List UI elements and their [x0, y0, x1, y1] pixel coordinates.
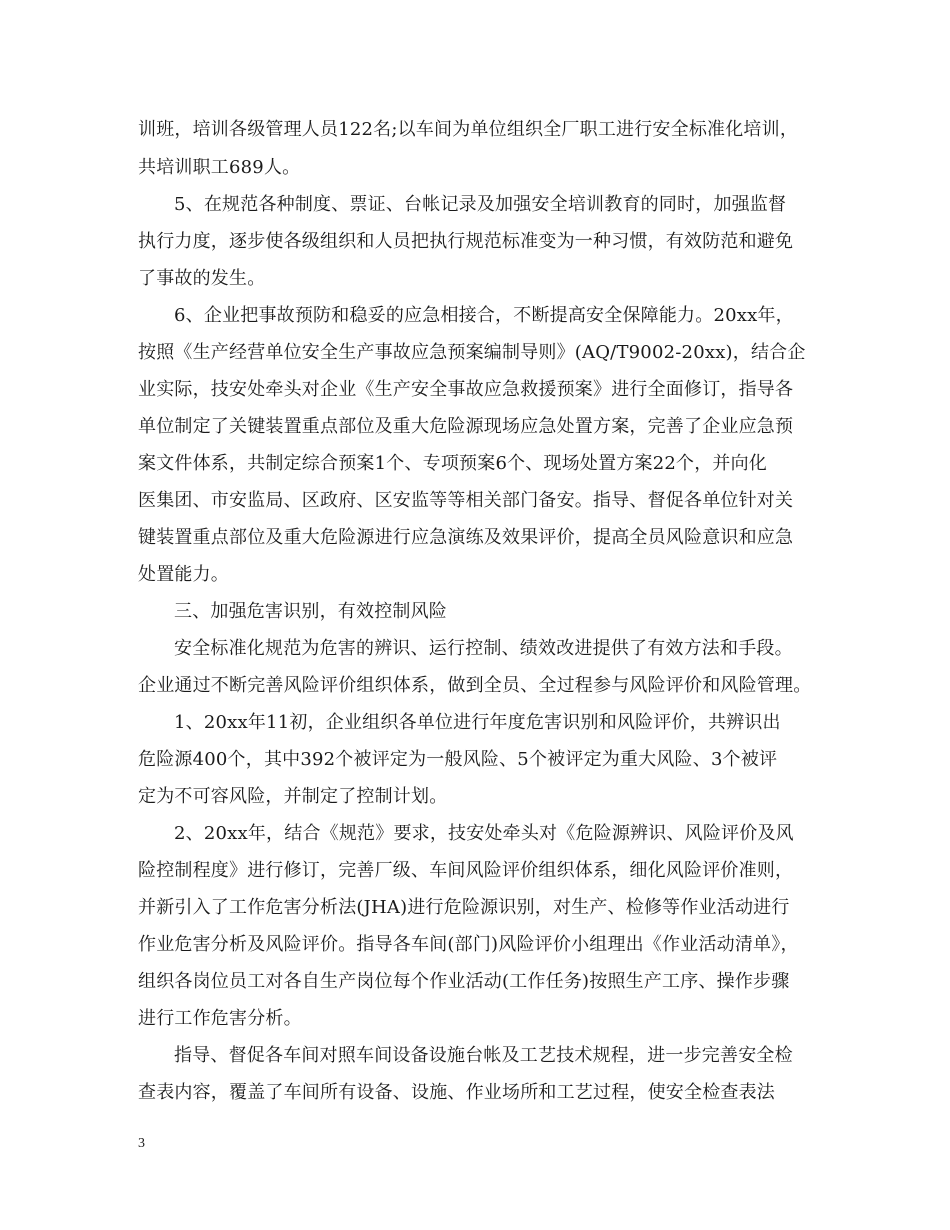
text-line: 危险源400个，其中392个被评定为一般风险、5个被评定为重大风险、3个被评 — [138, 749, 778, 770]
section-heading: 三、加强危害识别，有效控制风险 — [174, 601, 447, 622]
text-line: 企业通过不断完善风险评价组织体系，做到全员、全过程参与风险评价和风险管理。 — [138, 675, 812, 696]
text-line: 处置能力。 — [138, 564, 229, 585]
page-number: 3 — [138, 1136, 145, 1151]
text-line: 单位制定了关键装置重点部位及重大危险源现场应急处置方案，完善了企业应急预 — [138, 416, 794, 437]
text-line: 并新引入了工作危害分析法(JHA)进行危险源识别，对生产、检修等作业活动进行 — [138, 897, 790, 918]
text-line: 2、20xx年，结合《规范》要求，技安处牵头对《危险源辨识、风险评价及风 — [174, 823, 794, 844]
text-line: 了事故的发生。 — [138, 268, 266, 289]
text-line: 执行力度，逐步使各级组织和人员把执行规范标准变为一种习惯，有效防范和避免 — [138, 231, 794, 252]
text-line: 共培训职工689人。 — [138, 157, 301, 178]
text-line: 1、20xx年11初，企业组织各单位进行年度危害识别和风险评价，共辨识出 — [174, 712, 781, 733]
text-line: 按照《生产经营单位安全生产事故应急预案编制导则》(AQ/T9002-20xx)，结合企 — [138, 342, 806, 363]
text-line: 作业危害分析及风险评价。指导各车间(部门)风险评价小组理出《作业活动清单》， — [138, 934, 799, 955]
text-line: 进行工作危害分析。 — [138, 1008, 302, 1029]
text-line: 6、企业把事故预防和稳妥的应急相接合，不断提高安全保障能力。20xx年， — [174, 305, 794, 326]
text-line: 险控制程度》进行修订，完善厂级、车间风险评价组织体系，细化风险评价准则， — [138, 860, 794, 881]
text-line: 训班，培训各级管理人员122名;以车间为单位组织全厂职工进行安全标准化培训， — [138, 119, 799, 140]
text-line: 5、在规范各种制度、票证、台帐记录及加强安全培训教育的同时，加强监督 — [174, 194, 787, 215]
text-line: 组织各岗位员工对各自生产岗位每个作业活动(工作任务)按照生产工序、操作步骤 — [138, 971, 790, 992]
text-line: 安全标准化规范为危害的辨识、运行控制、绩效改进提供了有效方法和手段。 — [174, 638, 793, 659]
text-line: 案文件体系，共制定综合预案1个、专项预案6个、现场处置方案22个，并向化 — [138, 453, 768, 474]
text-line: 键装置重点部位及重大危险源进行应急演练及效果评价，提高全员风险意识和应急 — [138, 527, 794, 548]
text-line: 医集团、市安监局、区政府、区安监等等相关部门备安。指导、督促各单位针对关 — [138, 490, 794, 511]
text-line: 业实际，技安处牵头对企业《生产安全事故应急救援预案》进行全面修订，指导各 — [138, 379, 794, 400]
text-line: 定为不可容风险，并制定了控制计划。 — [138, 786, 448, 807]
text-line: 指导、督促各车间对照车间设备设施台帐及工艺技术规程，进一步完善安全检 — [174, 1045, 793, 1066]
text-line: 查表内容，覆盖了车间所有设备、设施、作业场所和工艺过程，使安全检查表法 — [138, 1082, 775, 1103]
